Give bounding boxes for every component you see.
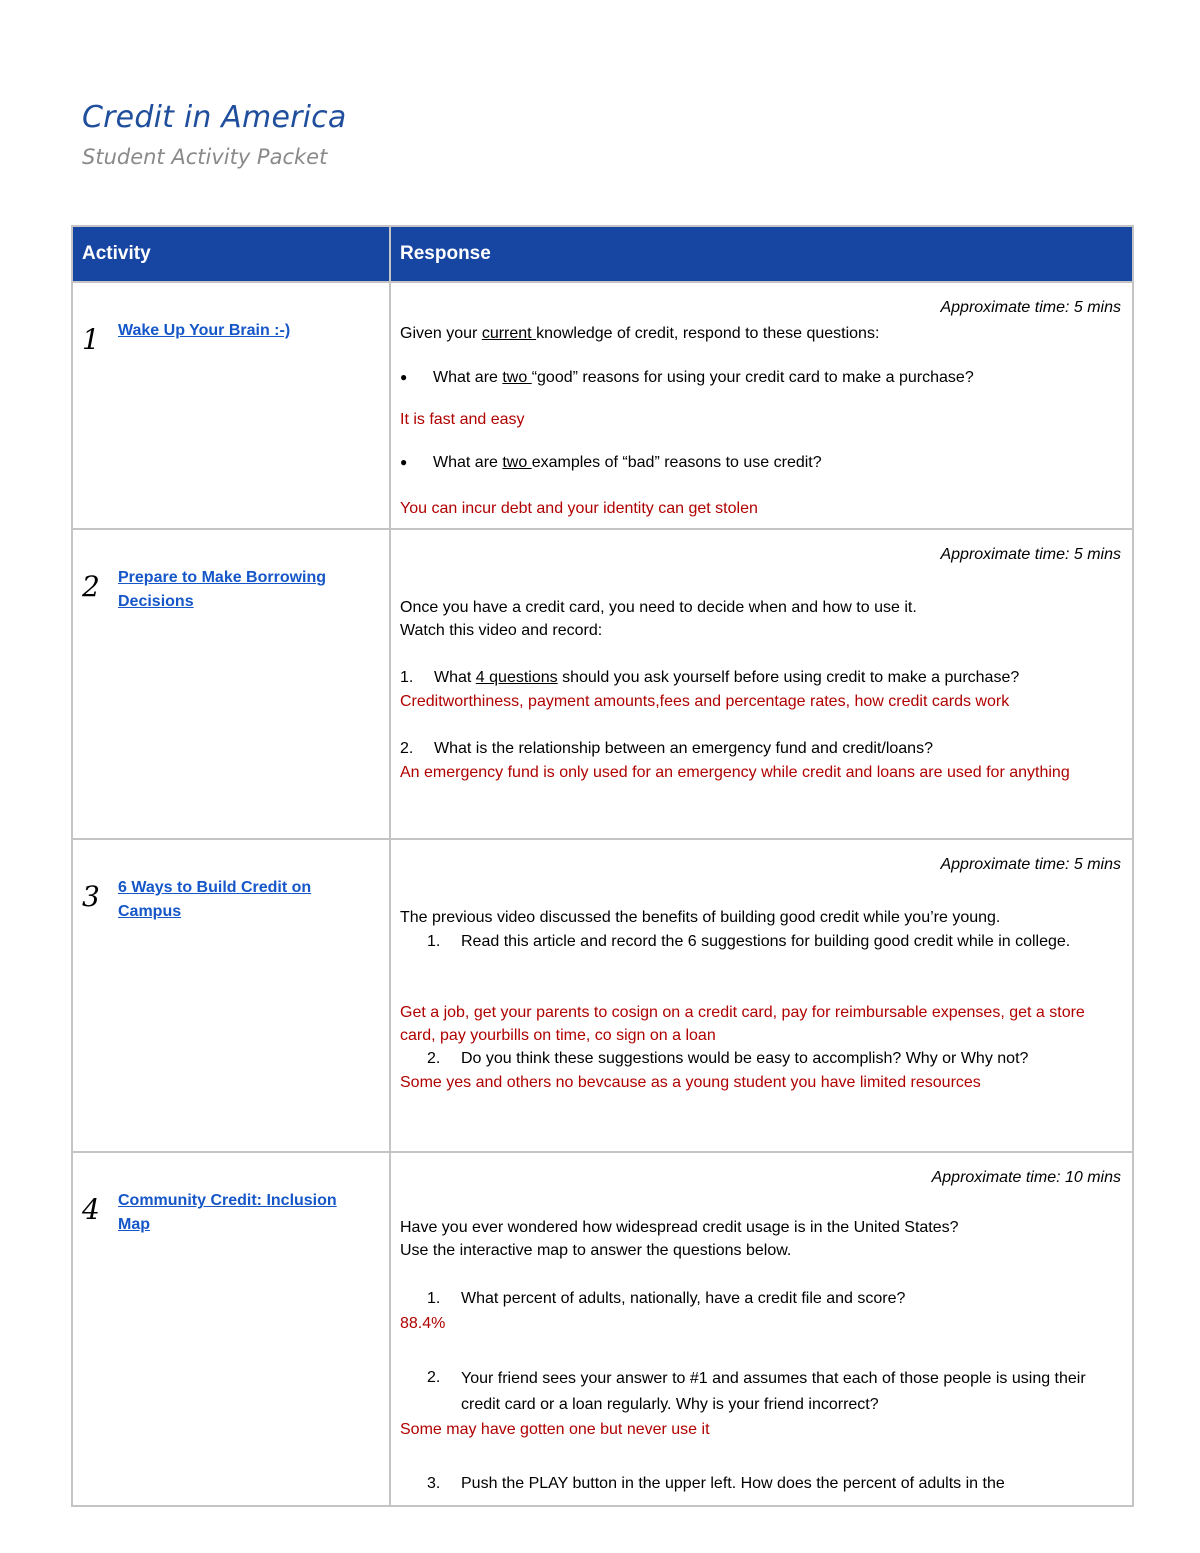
table-row xyxy=(72,1152,1133,1506)
question-item: ● What are two examples of “bad” reasons to use credit? xyxy=(400,451,1121,474)
response-cell-3 xyxy=(390,839,1133,1152)
prompt-text: Given your current knowledge of credit, respond to these questions: xyxy=(400,325,880,342)
activity-number: 2 xyxy=(82,570,100,603)
table-header-row xyxy=(72,226,1133,282)
student-answer: It is fast and easy xyxy=(400,411,525,428)
question-text: What percent of adults, nationally, have a credit file and score? xyxy=(461,1290,906,1307)
student-answer: An emergency fund is only used for an emergency while credit and loans are used for anything xyxy=(400,764,1070,781)
response-cell-1 xyxy=(390,282,1133,529)
approx-time: Approximate time: 5 mins xyxy=(940,546,1121,563)
table-row xyxy=(72,839,1133,1152)
activity-table xyxy=(71,225,1134,1507)
response-cell-2 xyxy=(390,529,1133,839)
bullet-icon: ● xyxy=(400,455,408,470)
activity-link-inclusion-map[interactable]: Community Credit: Inclusion Map xyxy=(118,1192,337,1233)
prompt-text: Use the interactive map to answer the questions below. xyxy=(400,1242,792,1259)
prompt-text: Have you ever wondered how widespread credit usage is in the United States? xyxy=(400,1219,959,1236)
activity-link-build-credit[interactable]: 6 Ways to Build Credit on Campus xyxy=(118,879,312,920)
header-response: Response xyxy=(390,226,1133,282)
activity-cell-3 xyxy=(72,839,390,1152)
question-item: ● What are two “good” reasons for using your credit card to make a purchase? xyxy=(400,366,1121,389)
activity-number: 3 xyxy=(82,880,100,913)
activity-cell-1 xyxy=(72,282,390,529)
activity-cell-2 xyxy=(72,529,390,839)
question-item: 2. What is the relationship between an emergency fund and credit/loans? xyxy=(400,740,933,757)
question-text: Do you think these suggestions would be easy to accomplish? Why or Why not? xyxy=(461,1050,1029,1067)
question-number: 2. xyxy=(427,1050,441,1067)
student-answer: Some yes and others no bevcause as a young student you have limited resources xyxy=(400,1074,981,1091)
student-answer: 88.4% xyxy=(400,1315,446,1332)
question-text: Push the PLAY button in the upper left. How does the percent of adults in the xyxy=(461,1475,1005,1492)
student-answer: Creditworthiness, payment amounts,fees and percentage rates, how credit cards work xyxy=(400,693,1010,710)
header-activity: Activity xyxy=(72,226,390,282)
approx-time: Approximate time: 5 mins xyxy=(940,856,1121,873)
approx-time: Approximate time: 5 mins xyxy=(940,299,1121,316)
prompt-text: The previous video discussed the benefits of building good credit while you’re young. xyxy=(400,909,1001,926)
activity-cell-4 xyxy=(72,1152,390,1506)
question-number: 1. xyxy=(427,1290,441,1307)
question-text: Your friend sees your answer to #1 and assumes that each of those people is using their credit card or a loan regularly. Why is your friend incorrect? xyxy=(461,1370,1086,1413)
response-cell-4 xyxy=(390,1152,1133,1506)
question-number: 1. xyxy=(427,933,441,950)
question-number: 3. xyxy=(427,1475,441,1492)
approx-time: Approximate time: 10 mins xyxy=(931,1169,1121,1186)
activity-number: 1 xyxy=(82,323,100,356)
prompt-text: Watch this video and record: xyxy=(400,622,603,639)
activity-number: 4 xyxy=(82,1193,100,1226)
question-item: 1. What 4 questions should you ask yourself before using credit to make a purchase? xyxy=(400,669,1020,686)
question-number: 2. xyxy=(427,1369,441,1386)
student-answer: You can incur debt and your identity can get stolen xyxy=(400,500,758,517)
student-answer: Some may have gotten one but never use it xyxy=(400,1421,710,1438)
student-answer: Get a job, get your parents to cosign on a credit card, pay for reimbursable expenses, get a store card, pay yourbills on time, co sign on a loan xyxy=(400,1004,1085,1044)
question-text: Read this article and record the 6 suggestions for building good credit while in college. xyxy=(461,933,1071,950)
document-title: Credit in America xyxy=(82,100,347,135)
document-subtitle: Student Activity Packet xyxy=(82,145,328,169)
bullet-icon: ● xyxy=(400,370,408,385)
table-row xyxy=(72,529,1133,839)
activity-link-wake-up[interactable]: Wake Up Your Brain :-) xyxy=(118,322,291,339)
table-row xyxy=(72,282,1133,529)
prompt-text: Once you have a credit card, you need to decide when and how to use it. xyxy=(400,599,917,616)
activity-link-borrowing-decisions[interactable]: Prepare to Make Borrowing Decisions xyxy=(118,569,327,610)
